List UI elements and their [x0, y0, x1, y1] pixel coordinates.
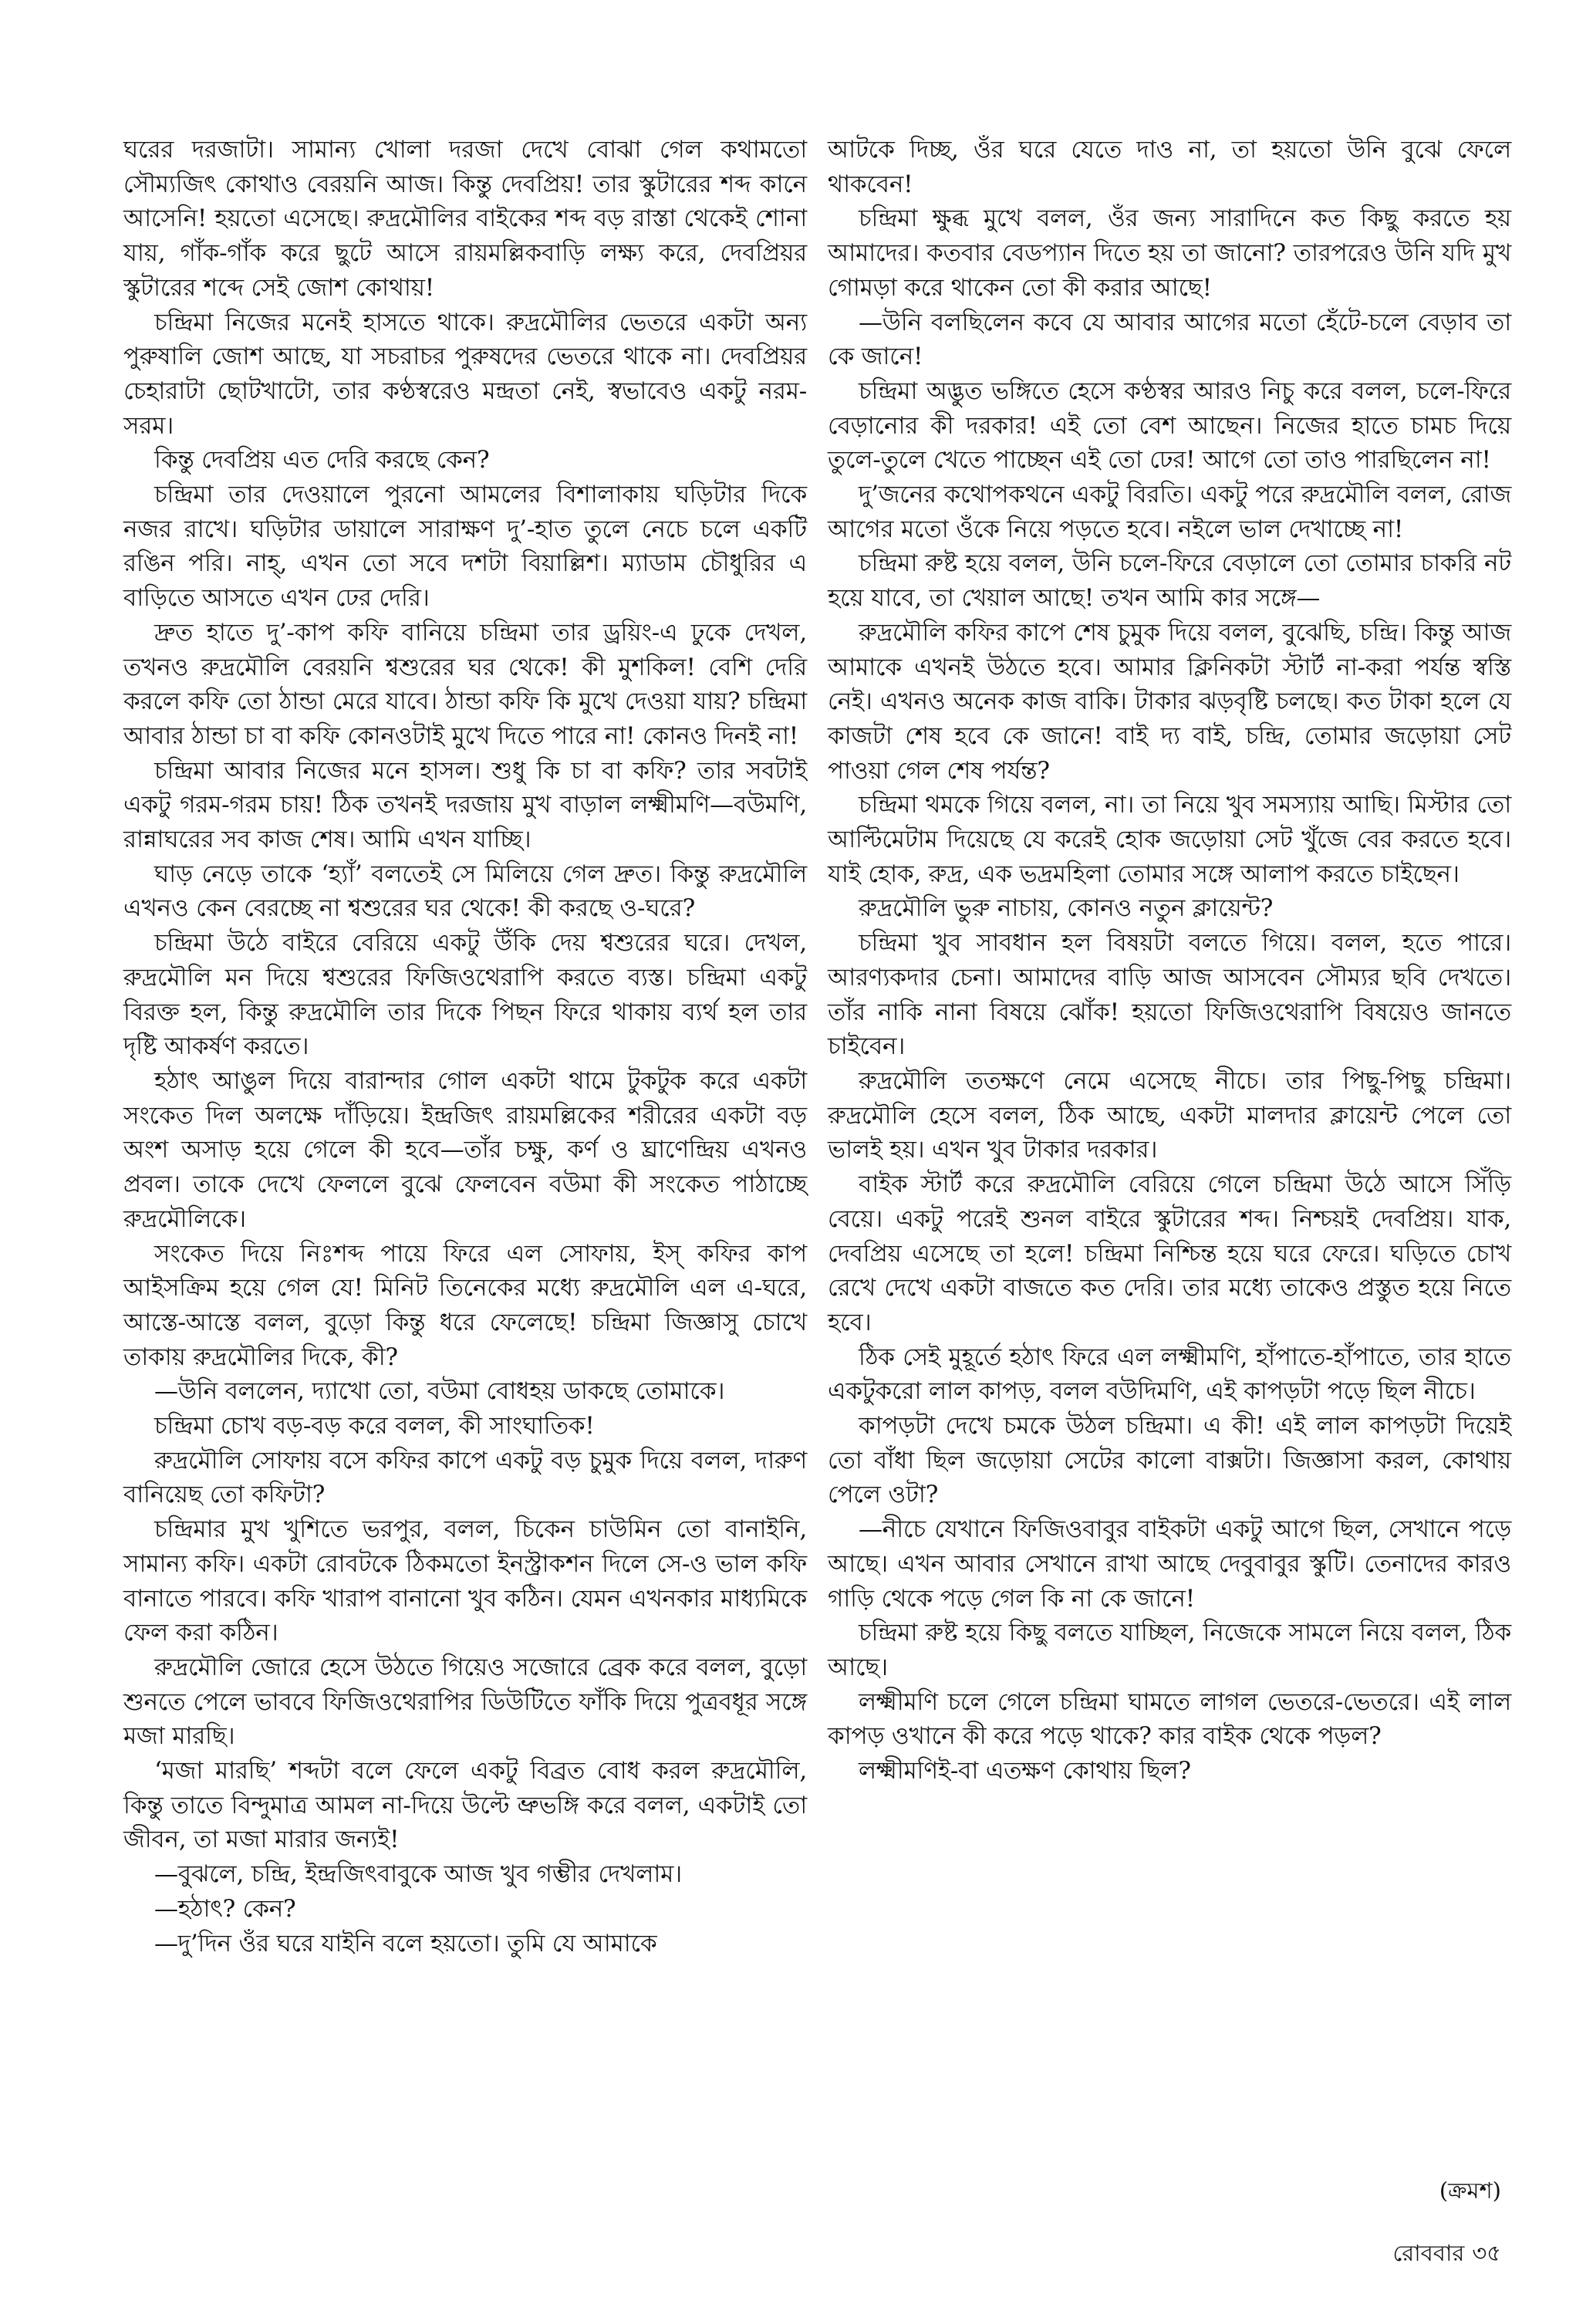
page-footer [1385, 2236, 1501, 2274]
paragraph: সংকেত দিয়ে নিঃশব্দ পায়ে ফিরে এল সোফায়, ইস্ কফির কাপ আইসক্রিম হয়ে গেল যে! মিনিট তিনেকের মধ্যে রুদ্রমৌলি এল এ-ঘরে, আস্তে-আস্তে বলল, বুড়ো কিন্তু ধরে ফেলেছে! চন্দ্রিমা জিজ্ঞাসু চোখে তাকায় রুদ্রমৌলির দিকে, কী? [123, 1239, 807, 1371]
paragraph: ঘরের দরজাটা। সামান্য খোলা দরজা দেখে বোঝা গেল কথামতো সৌম্যজিৎ কোথাও বেরয়নি আজ। কিন্তু দেবপ্রিয়! তার স্কুটারের শব্দ কানে আসেনি! হয়তো এসেছে। রুদ্রমৌলির বাইকের শব্দ বড় রাস্তা থেকেই শোনা যায়, গাঁক-গাঁক করে ছুটে আসে রায়মল্লিকবাড়ি লক্ষ্য করে, দেবপ্রিয়র স্কুটারের শব্দে সেই জোশ কোথায়! [123, 136, 807, 302]
paragraph: রুদ্রমৌলি জোরে হেসে উঠতে গিয়েও সজোরে ব্রেক করে বলল, বুড়ো শুনতে পেলে ভাববে ফিজিওথেরাপির ডিউটিতে ফাঁকি দিয়ে পুত্রবধূর সঙ্গে মজা মারছি। [123, 1653, 807, 1751]
paragraph: —হঠাৎ? কেন? [154, 1894, 296, 1923]
paragraph: হঠাৎ আঙুল দিয়ে বারান্দার গোল একটা থামে টুকটুক করে একটা সংকেত দিল অলক্ষে দাঁড়িয়ে। ইন্দ্রজিৎ রায়মল্লিকের শরীরের একটা বড় অংশ অসাড় হয়ে গেলে কী হবে—তাঁর চক্ষু, কর্ণ ও ঘ্রাণেন্দ্রিয় এখনও প্রবল। তাকে দেখে ফেললে বুঝে ফেলবেন বউমা কী সংকেত পাঠাচ্ছে রুদ্রমৌলিকে। [123, 1066, 807, 1233]
paragraph: লক্ষ্মীমণিই-বা এতক্ষণ কোথায় ছিল? [859, 1757, 1191, 1785]
magazine-name: রোববার [1392, 2240, 1465, 2266]
paragraph: চন্দ্রিমা অদ্ভুত ভঙ্গিতে হেসে কণ্ঠস্বর আরও নিচু করে বলল, চলে-ফিরে বেড়ানোর কী দরকার! এই তো বেশ আছেন। নিজের হাতে চামচ দিয়ে তুলে-তুলে খেতে পাচ্ছেন এই তো ঢের! আগে তো তাও পারছিলেন না! [828, 377, 1511, 475]
continued-label: (ক্রমশ) [1439, 2177, 1501, 2204]
paragraph: রুদ্রমৌলি সোফায় বসে কফির কাপে একটু বড় চুমুক দিয়ে বলল, দারুণ বানিয়েছ তো কফিটা? [123, 1446, 807, 1509]
paragraph: রুদ্রমৌলি কফির কাপে শেষ চুমুক দিয়ে বলল, বুঝেছি, চন্দ্রি। কিন্তু আজ আমাকে এখনই উঠতে হবে। আমার ক্লিনিকটা স্টার্ট না-করা পর্যন্ত স্বস্তি নেই। এখনও অনেক কাজ বাকি। টাকার ঝড়বৃষ্টি চলছে। কত টাকা হলে যে কাজটা শেষ হবে কে জানে! বাই দ্য বাই, চন্দ্রি, তোমার জড়োয়া সেট পাওয়া গেল শেষ পর্যন্ত? [828, 618, 1511, 785]
paragraph: চন্দ্রিমা তার দেওয়ালে পুরনো আমলের বিশালাকায় ঘড়িটার দিকে নজর রাখে। ঘড়িটার ডায়ালে সারাক্ষণ দু’-হাত তুলে নেচে চলে একটি রঙিন পরি। নাহ্, এখন তো সবে দশটা বিয়াল্লিশ। ম্যাডাম চৌধুরির এ বাড়িতে আসতে এখন ঢের দেরি। [123, 481, 807, 613]
paragraph: —উনি বলছিলেন কবে যে আবার আগের মতো হেঁটে-চলে বেড়াব তা কে জানে! [828, 308, 1511, 371]
paragraph: চন্দ্রিমা আবার নিজের মনে হাসল। শুধু কি চা বা কফি? তার সবটাই একটু গরম-গরম চায়! ঠিক তখনই দরজায় মুখ বাড়াল লক্ষ্মীমণি—বউমণি, রান্নাঘরের সব কাজ শেষ। আমি এখন যাচ্ছি। [123, 756, 807, 854]
paragraph: চন্দ্রিমা থমকে গিয়ে বলল, না। তা নিয়ে খুব সমস্যায় আছি। মিস্টার তো আল্টিমেটাম দিয়েছে যে করেই হোক জড়োয়া সেট খুঁজে বের করতে হবে। যাই হোক, রুদ্র, এক ভদ্রমহিলা তোমার সঙ্গে আলাপ করতে চাইছেন। [828, 791, 1511, 888]
paragraph: —দু’দিন ওঁর ঘরে যাইনি বলে হয়তো। তুমি যে আমাকে [154, 1929, 657, 1957]
paragraph: চন্দ্রিমা উঠে বাইরে বেরিয়ে একটু উঁকি দেয় শ্বশুরের ঘরে। দেখল, রুদ্রমৌলি মন দিয়ে শ্বশুরের ফিজিওথেরাপি করতে ব্যস্ত। চন্দ্রিমা একটু বিরক্ত হল, কিন্তু রুদ্রমৌলি তার দিকে পিছন ফিরে থাকায় ব্যর্থ হল তার দৃষ্টি আকর্ষণ করতে। [123, 929, 807, 1061]
paragraph: —নীচে যেখানে ফিজিওবাবুর বাইকটা একটু আগে ছিল, সেখানে পড়ে আছে। এখন আবার সেখানে রাখা আছে দেবুবাবুর স্কুটি। তেনাদের কারও গাড়ি থেকে পড়ে গেল কি না কে জানে! [828, 1515, 1511, 1613]
left-column [123, 133, 807, 1961]
paragraph: আটকে দিচ্ছ, ওঁর ঘরে যেতে দাও না, তা হয়তো উনি বুঝে ফেলে থাকবেন! [828, 136, 1511, 198]
paragraph: —উনি বললেন, দ্যাখো তো, বউমা বোধহয় ডাকছে তোমাকে। [154, 1377, 725, 1406]
paragraph: চন্দ্রিমা ক্ষুব্ধ মুখে বলল, ওঁর জন্য সারাদিনে কত কিছু করতে হয় আমাদের। কতবার বেডপ্যান দিতে হয় তা জানো? তারপরেও উনি যদি মুখ গোমড়া করে থাকেন তো কী করার আছে! [828, 204, 1511, 302]
paragraph: চন্দ্রিমা রুষ্ট হয়ে কিছু বলতে যাচ্ছিল, নিজেকে সামলে নিয়ে বলল, ঠিক আছে। [828, 1619, 1511, 1681]
paragraph: কিন্তু দেবপ্রিয় এত দেরি করছে কেন? [154, 446, 490, 475]
paragraph: বাইক স্টার্ট করে রুদ্রমৌলি বেরিয়ে গেলে চন্দ্রিমা উঠে আসে সিঁড়ি বেয়ে। একটু পরেই শুনল বাইরে স্কুটারের শব্দ। নিশ্চয়ই দেবপ্রিয়। যাক, দেবপ্রিয় এসেছে তা হলে! চন্দ্রিমা নিশ্চিন্ত হয়ে ঘরে ফেরে। ঘড়িতে চোখ রেখে দেখে একটা বাজতে কত দেরি। তার মধ্যে তাকেও প্রস্তুত হয়ে নিতে হবে। [828, 1170, 1511, 1336]
paragraph: লক্ষ্মীমণি চলে গেলে চন্দ্রিমা ঘামতে লাগল ভেতরে-ভেতরে। এই লাল কাপড় ওখানে কী করে পড়ে থাকে? কার বাইক থেকে পড়ল? [828, 1687, 1511, 1751]
paragraph: চন্দ্রিমা চোখ বড়-বড় করে বলল, কী সাংঘাতিক! [154, 1412, 595, 1441]
paragraph: ঘাড় নেড়ে তাকে ‘হ্যাঁ’ বলতেই সে মিলিয়ে গেল দ্রুত। কিন্তু রুদ্রমৌলি এখনও কেন বেরচ্ছে না শ্বশুরের ঘর থেকে! কী করছে ও-ঘরে? [123, 860, 807, 923]
paragraph: —বুঝলে, চন্দ্রি, ইন্দ্রজিৎবাবুকে আজ খুব গম্ভীর দেখলাম। [154, 1860, 683, 1889]
paragraph: চন্দ্রিমা নিজের মনেই হাসতে থাকে। রুদ্রমৌলির ভেতরে একটা অন্য পুরুষালি জোশ আছে, যা সচরাচর পুরুষদের ভেতরে থাকে না। দেবপ্রিয়র চেহারাটা ছোটখাটো, তার কণ্ঠস্বরেও মন্দ্রতা নেই, স্বভাবেও একটু নরম-সরম। [123, 308, 807, 440]
paragraph: রুদ্রমৌলি ভুরু নাচায়, কোনও নতুন ক্লায়েন্ট? [859, 894, 1274, 923]
paragraph: চন্দ্রিমা রুষ্ট হয়ে বলল, উনি চলে-ফিরে বেড়ালে তো তোমার চাকরি নট হয়ে যাবে, তা খেয়াল আছে! তখন আমি কার সঙ্গে— [828, 549, 1511, 613]
page-number: ৩৫ [1472, 2240, 1501, 2266]
paragraph: দু’জনের কথোপকথনে একটু বিরতি। একটু পরে রুদ্রমৌলি বলল, রোজ আগের মতো ওঁকে নিয়ে পড়তে হবে। নইলে ভাল দেখাচ্ছে না! [828, 481, 1511, 543]
paragraph: ‘মজা মারছি’ শব্দটা বলে ফেলে একটু বিব্রত বোধ করল রুদ্রমৌলি, কিন্তু তাতে বিন্দুমাত্র আমল না-দিয়ে উল্টে ভ্রুভঙ্গি করে বলল, একটাই তো জীবন, তা মজা মারার জন্যই! [123, 1757, 807, 1854]
paragraph: চন্দ্রিমার মুখ খুশিতে ভরপুর, বলল, চিকেন চাউমিন তো বানাইনি, সামান্য কফি। একটা রোবটকে ঠিকমতো ইনস্ট্রাকশন দিলে সে-ও ভাল কফি বানাতে পারবে। কফি খারাপ বানানো খুব কঠিন। যেমন এখনকার মাধ্যমিকে ফেল করা কঠিন। [123, 1515, 807, 1647]
paragraph: দ্রুত হাতে দু’-কাপ কফি বানিয়ে চন্দ্রিমা তার ড্রয়িং-এ ঢুকে দেখল, তখনও রুদ্রমৌলি বেরয়নি শ্বশুরের ঘর থেকে! কী মুশকিল! বেশি দেরি করলে কফি তো ঠান্ডা মেরে যাবে। ঠান্ডা কফি কি মুখে দেওয়া যায়? চন্দ্রিমা আবার ঠান্ডা চা বা কফি কোনওটাই মুখে দিতে পারে না! কোনও দিনই না! [123, 618, 807, 750]
right-column [828, 133, 1511, 1789]
paragraph: চন্দ্রিমা খুব সাবধান হল বিষয়টা বলতে গিয়ে। বলল, হতে পারে। আরণ্যকদার চেনা। আমাদের বাড়ি আজ আসবেন সৌম্যর ছবি দেখতে। তাঁর নাকি নানা বিষয়ে ঝোঁক! হয়তো ফিজিওথেরাপি বিষয়েও জানতে চাইবেন। [828, 929, 1511, 1061]
paragraph: রুদ্রমৌলি ততক্ষণে নেমে এসেছে নীচে। তার পিছু-পিছু চন্দ্রিমা। রুদ্রমৌলি হেসে বলল, ঠিক আছে, একটা মালদার ক্লায়েন্ট পেলে তো ভালই হয়। এখন খুব টাকার দরকার। [828, 1066, 1511, 1164]
paragraph: ঠিক সেই মুহূর্তে হঠাৎ ফিরে এল লক্ষ্মীমণি, হাঁপাতে-হাঁপাতে, তার হাতে একটুকরো লাল কাপড়, বলল বউদিমণি, এই কাপড়টা পড়ে ছিল নীচে। [828, 1343, 1511, 1406]
paragraph: কাপড়টা দেখে চমকে উঠল চন্দ্রিমা। এ কী! এই লাল কাপড়টা দিয়েই তো বাঁধা ছিল জড়োয়া সেটের কালো বাক্সটা। জিজ্ঞাসা করল, কোথায় পেলে ওটা? [828, 1412, 1511, 1509]
